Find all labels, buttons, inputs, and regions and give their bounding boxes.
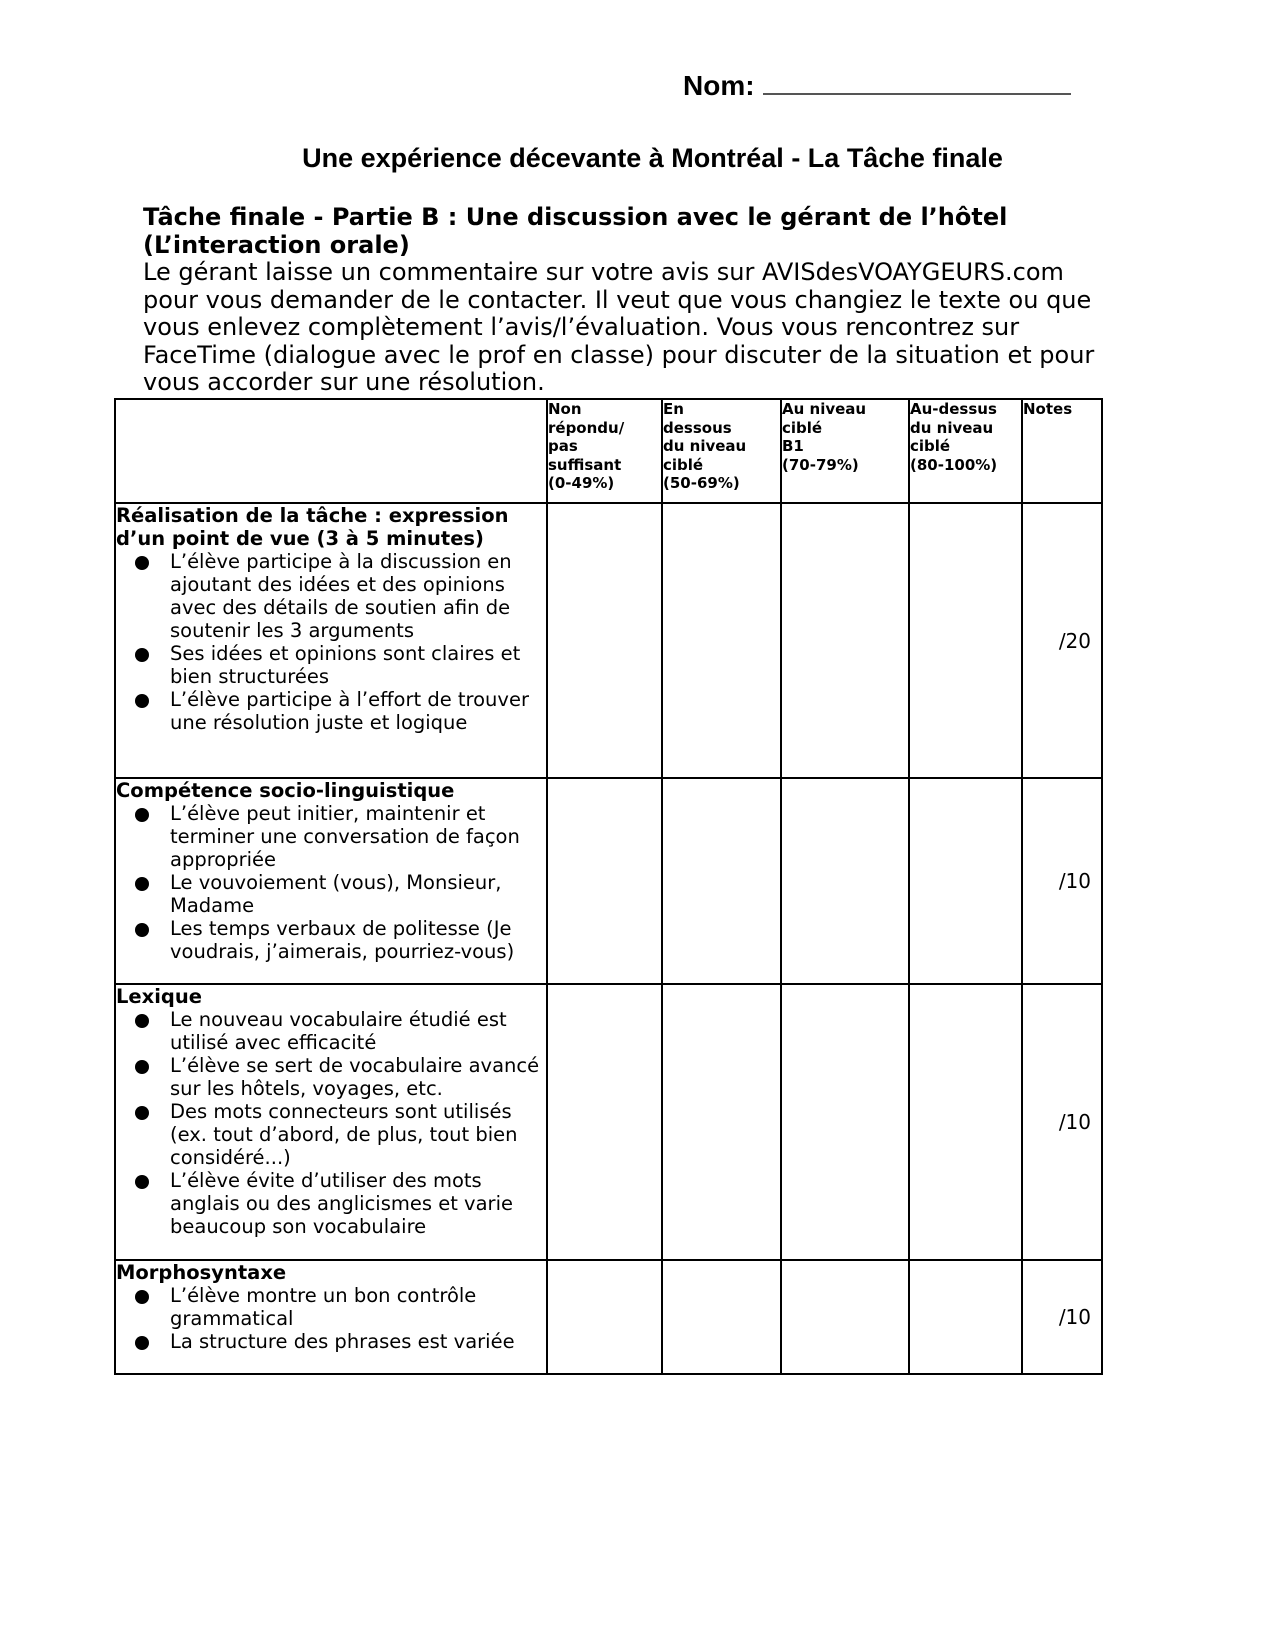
header-level-target: [781, 399, 909, 503]
grade-cell-target[interactable]: [781, 778, 909, 984]
header-criteria: [115, 399, 547, 503]
header-label-line: (50-69%): [663, 474, 740, 492]
criterion-title: Compétence socio-linguistique: [116, 779, 455, 802]
header-level-below: [662, 399, 781, 503]
criterion-bullet: Ses idées et opinions sont claires et bien structurées: [116, 642, 546, 688]
grade-cell-above[interactable]: [909, 778, 1022, 984]
rubric-row: [115, 503, 1102, 778]
grade-cell-insufficient[interactable]: [547, 1260, 662, 1374]
header-label-line: (80-100%): [910, 455, 998, 474]
task-intro: [143, 203, 1103, 397]
bullet-icon: [135, 1014, 149, 1028]
criterion-bullet: La structure des phrases est variée: [116, 1330, 546, 1353]
score-cell[interactable]: /10: [1022, 984, 1102, 1260]
grade-cell-target[interactable]: [781, 503, 909, 778]
header-label-line: Au niveau: [782, 400, 867, 418]
criterion-bullet: Le nouveau vocabulaire étudié est utilisé avec efficacité: [116, 1008, 546, 1054]
grade-cell-below[interactable]: [662, 778, 781, 984]
header-label-line: ciblé: [663, 455, 704, 474]
rubric-row: [115, 984, 1102, 1260]
bullet-icon: [135, 648, 149, 662]
header-label-line: Notes: [1023, 400, 1073, 418]
task-heading: Tâche finale - Partie B : Une discussion avec le gérant de l’hôtel (L’interaction orale): [143, 203, 1008, 259]
grade-cell-insufficient[interactable]: [547, 503, 662, 778]
criterion-cell: [115, 984, 547, 1260]
rubric-header-row: [115, 399, 1102, 503]
criterion-bullets: [116, 550, 546, 734]
header-label-line: B1: [782, 437, 804, 455]
criterion-title: Lexique: [116, 985, 202, 1008]
task-description: Le gérant laisse un commentaire sur votre avis sur AVISdesVOAYGEURS.com pour vous demander de le contacter. Il veut que vous changiez le texte ou que vous enlevez complètement l’avis/l’évaluation. Vous vous rencontrez sur FaceTime (dialogue avec le prof en classe) pour discuter de la situation et pour vous accorder sur une résolution.: [143, 258, 1095, 397]
header-label-line: ciblé: [910, 437, 951, 455]
criterion-bullet: L’élève évite d’utiliser des mots anglais ou des anglicismes et varie beaucoup son vocabulaire: [116, 1169, 546, 1238]
bullet-icon: [135, 1060, 149, 1074]
header-label-line: répondu/: [548, 418, 625, 437]
criterion-bullet: L’élève participe à l’effort de trouver une résolution juste et logique: [116, 688, 546, 734]
bullet-icon: [135, 923, 149, 937]
rubric-row: [115, 1260, 1102, 1374]
grade-cell-below[interactable]: [662, 503, 781, 778]
name-field: [683, 70, 1071, 102]
grade-cell-below[interactable]: [662, 1260, 781, 1374]
criterion-bullet: L’élève participe à la discussion en ajoutant des idées et des opinions avec des détails de soutien afin de soutenir les 3 arguments: [116, 550, 546, 642]
rubric-row: [115, 778, 1102, 984]
criterion-bullet: L’élève montre un bon contrôle grammatical: [116, 1284, 546, 1330]
bullet-icon: [135, 694, 149, 708]
header-label-line: (70-79%): [782, 455, 859, 474]
criterion-bullet: Les temps verbaux de politesse (Je voudrais, j’aimerais, pourriez-vous): [116, 917, 546, 963]
criterion-bullet: Le vouvoiement (vous), Monsieur, Madame: [116, 871, 546, 917]
bullet-icon: [135, 1175, 149, 1189]
criterion-bullets: [116, 1284, 546, 1353]
header-level-above: [909, 399, 1022, 503]
score-cell[interactable]: /10: [1022, 778, 1102, 984]
criterion-bullet: L’élève peut initier, maintenir et terminer une conversation de façon appropriée: [116, 802, 546, 871]
header-label-line: (0-49%): [548, 474, 615, 492]
bullet-icon: [135, 808, 149, 822]
header-label-line: Non: [548, 400, 582, 418]
header-label-line: du niveau: [663, 437, 747, 455]
criterion-bullets: [116, 1008, 546, 1238]
grade-cell-above[interactable]: [909, 984, 1022, 1260]
bullet-icon: [135, 877, 149, 891]
grade-cell-above[interactable]: [909, 1260, 1022, 1374]
bullet-icon: [135, 556, 149, 570]
criterion-bullets: [116, 802, 546, 963]
rubric-table: [114, 398, 1103, 1375]
bullet-icon: [135, 1106, 149, 1120]
criterion-cell: [115, 1260, 547, 1374]
criterion-cell: [115, 503, 547, 778]
grade-cell-target[interactable]: [781, 1260, 909, 1374]
score-cell[interactable]: /20: [1022, 503, 1102, 778]
criterion-bullet: Des mots connecteurs sont utilisés (ex. tout d’abord, de plus, tout bien considéré...): [116, 1100, 546, 1169]
header-label-line: du niveau: [910, 418, 994, 437]
criterion-cell: [115, 778, 547, 984]
grade-cell-below[interactable]: [662, 984, 781, 1260]
grade-cell-insufficient[interactable]: [547, 984, 662, 1260]
criterion-bullet: L’élève se sert de vocabulaire avancé sur les hôtels, voyages, etc.: [116, 1054, 546, 1100]
score-cell[interactable]: /10: [1022, 1260, 1102, 1374]
criterion-title: Morphosyntaxe: [116, 1261, 287, 1284]
bullet-icon: [135, 1336, 149, 1350]
header-label-line: dessous: [663, 418, 732, 437]
header-level-insufficient: [547, 399, 662, 503]
grade-cell-target[interactable]: [781, 984, 909, 1260]
bullet-icon: [135, 1290, 149, 1304]
header-label-line: Au-dessus: [910, 400, 997, 418]
header-label-line: En: [663, 400, 684, 418]
header-notes: [1022, 399, 1102, 503]
grade-cell-insufficient[interactable]: [547, 778, 662, 984]
document-title: Une expérience décevante à Montréal - La Tâche finale: [302, 143, 1003, 173]
criterion-title: Réalisation de la tâche : expression d’un point de vue (3 à 5 minutes): [116, 504, 509, 550]
header-label-line: suffisant: [548, 455, 622, 474]
header-label-line: pas: [548, 437, 578, 455]
header-label-line: ciblé: [782, 418, 823, 437]
name-label: Nom:: [683, 70, 755, 101]
grade-cell-above[interactable]: [909, 503, 1022, 778]
name-blank-line[interactable]: [763, 71, 1071, 95]
